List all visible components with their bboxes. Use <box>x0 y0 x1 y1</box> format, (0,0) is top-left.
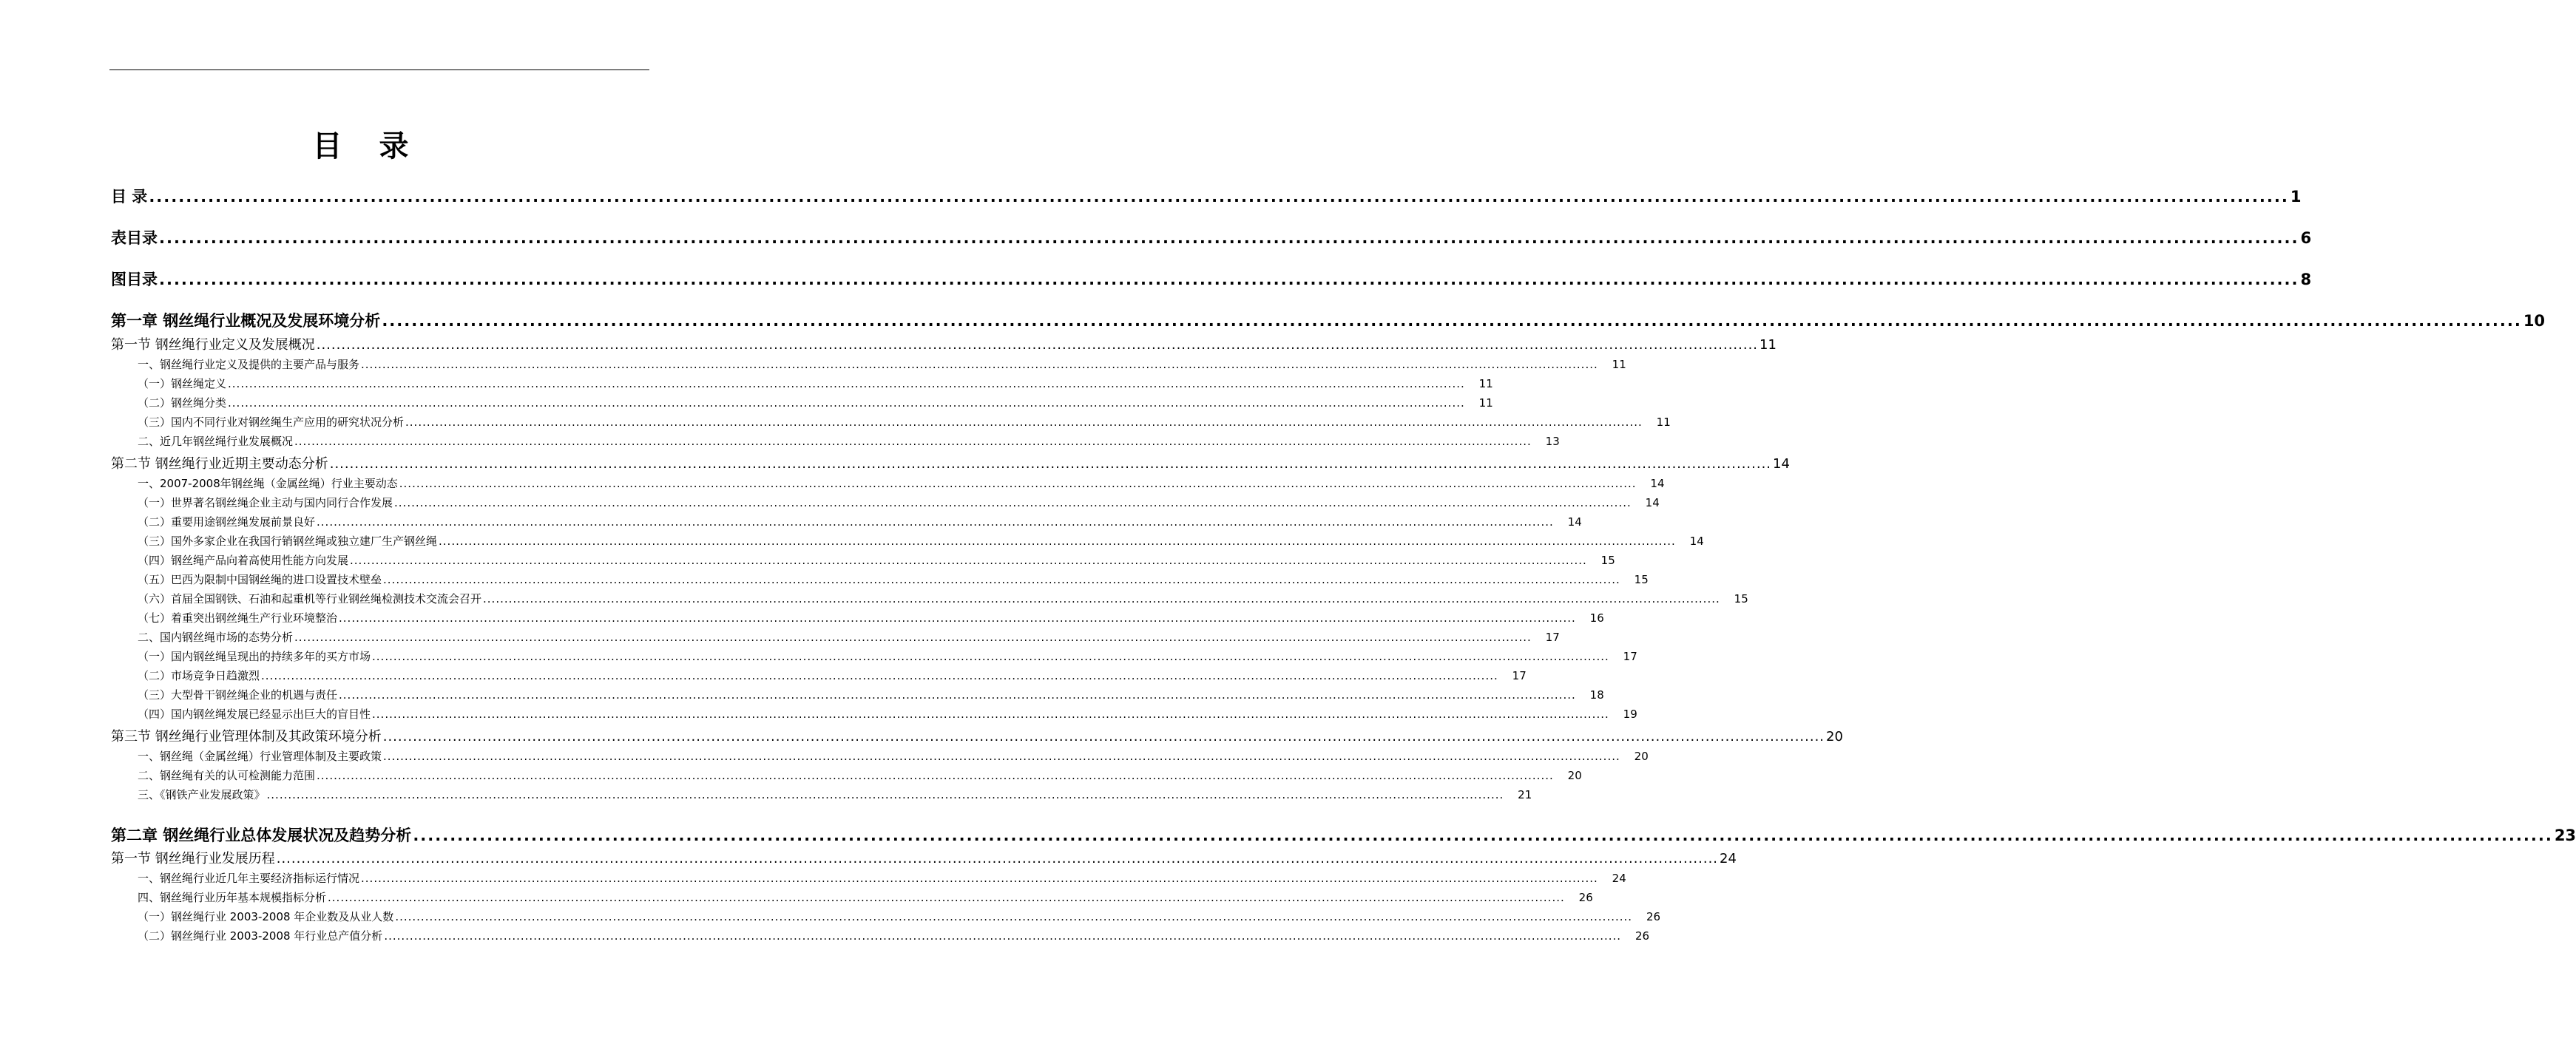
toc-entry-text: （一）国内钢丝绳呈现出的持续多年的买方市场 <box>138 650 371 663</box>
toc-entry[interactable] <box>111 268 2312 291</box>
toc-entry-page: 26 <box>1634 929 1650 943</box>
toc-entry-page: 19 <box>1623 708 1637 721</box>
toc-entry-subsection[interactable] <box>138 870 1626 886</box>
toc-entry-page: 11 <box>1478 377 1493 390</box>
toc-entry-text: （三）大型骨干钢丝绳企业的机遇与责任 <box>138 688 338 702</box>
toc-leader-dots: .................................................................................................................................................................................................................................................................................................. <box>384 929 1622 943</box>
toc-entry-page: 20 <box>1826 729 1843 744</box>
toc-entry-text: （二）钢丝绳行业 2003-2008 年行业总产值分析 <box>138 929 383 943</box>
toc-entry-page: 6 <box>2300 229 2312 247</box>
toc-entry-subsection[interactable] <box>138 475 1665 492</box>
toc-entry-text: （六）首届全国钢铁、石油和起重机等行业钢丝绳检测技术交流会召开 <box>138 592 482 606</box>
toc-entry-section[interactable] <box>111 336 1777 354</box>
toc-leader-dots: .................................................................................................................................................................................................................................................................................................. <box>361 358 1598 371</box>
toc-entry-page: 13 <box>1545 435 1560 448</box>
toc-leader-dots: .................................................................................................................................................................................................................................................................................................. <box>266 788 1504 801</box>
toc-leader-dots: .................................................................................................................................................................................................................................................................................................. <box>395 910 1633 923</box>
toc-entry-page: 15 <box>1600 554 1615 567</box>
toc-entry-text: 表目录 <box>111 229 158 247</box>
toc-entry-page: 14 <box>1645 496 1660 509</box>
toc-entry-page: 11 <box>1656 415 1671 429</box>
toc-leader-dots: .................................................................................................................................................................................................................................................................................................. <box>316 337 1759 353</box>
toc-entry-text: 图目录 <box>111 271 158 288</box>
toc-entry-chapter[interactable] <box>111 824 2576 847</box>
toc-leader-dots: .................................................................................................................................................................................................................................................................................................. <box>317 515 1554 529</box>
toc-entry-page: 11 <box>1612 358 1626 371</box>
toc-leader-dots: .................................................................................................................................................................................................................................................................................................. <box>328 891 1565 904</box>
toc-leader-dots: .................................................................................................................................................................................................................................................................................................. <box>329 456 1772 472</box>
toc-entry-text: 一、钢丝绳行业定义及提供的主要产品与服务 <box>138 358 360 371</box>
toc-entry-section[interactable] <box>111 455 1790 473</box>
toc-entry-text: （二）重要用途钢丝绳发展前景良好 <box>138 515 316 529</box>
toc-entry-page: 11 <box>1478 396 1493 410</box>
toc-entry-section[interactable] <box>111 850 1737 868</box>
toc-leader-dots: .................................................................................................................................................................................................................................................................................................. <box>261 669 1498 682</box>
toc-entry-item[interactable] <box>138 552 1615 569</box>
toc-entry-subsection[interactable] <box>138 767 1582 784</box>
toc-entry-page: 26 <box>1646 910 1661 923</box>
toc-leader-dots: .................................................................................................................................................................................................................................................................................................. <box>159 229 2299 247</box>
toc-entry-text: （三）国外多家企业在我国行销钢丝绳或独立建厂生产钢丝绳 <box>138 535 438 548</box>
toc-entry-page: 11 <box>1759 337 1777 353</box>
toc-leader-dots: .................................................................................................................................................................................................................................................................................................. <box>382 729 1825 744</box>
toc-leader-dots: .................................................................................................................................................................................................................................................................................................. <box>294 631 1532 644</box>
toc-entry-text: 第二节 钢丝绳行业近期主要动态分析 <box>111 456 328 472</box>
toc-entry-page: 10 <box>2523 312 2546 330</box>
toc-entry-item[interactable] <box>138 571 1649 588</box>
toc-entry-subsection[interactable] <box>138 629 1560 645</box>
toc-entry-text: 第三节 钢丝绳行业管理体制及其政策环境分析 <box>111 729 382 744</box>
toc-leader-dots: .................................................................................................................................................................................................................................................................................................. <box>276 851 1719 866</box>
toc-entry-page: 14 <box>1689 535 1704 548</box>
toc-entry-subsection[interactable] <box>138 787 1532 803</box>
toc-entry-page: 16 <box>1589 611 1604 625</box>
toc-entry-page: 18 <box>1589 688 1604 702</box>
toc-entry-item[interactable] <box>138 909 1661 925</box>
toc-entry-page: 23 <box>2554 827 2576 844</box>
toc-entry-page: 14 <box>1650 477 1665 490</box>
toc-entry-item[interactable] <box>138 376 1493 392</box>
toc-leader-dots: .................................................................................................................................................................................................................................................................................................. <box>399 477 1637 490</box>
toc-entry-text: 一、钢丝绳（金属丝绳）行业管理体制及主要政策 <box>138 750 382 763</box>
toc-entry-text: （一）钢丝绳定义 <box>138 377 227 390</box>
toc-entry-page: 15 <box>1734 592 1748 606</box>
toc-entry-page: 17 <box>1623 650 1637 663</box>
toc-leader-dots: .................................................................................................................................................................................................................................................................................................. <box>383 750 1620 763</box>
toc-leader-dots: .................................................................................................................................................................................................................................................................................................. <box>228 377 1465 390</box>
page-title: 目 录 <box>312 129 422 163</box>
toc-entry-page: 17 <box>1545 631 1560 644</box>
toc-leader-dots: .................................................................................................................................................................................................................................................................................................. <box>294 435 1532 448</box>
toc-entry-page: 21 <box>1518 788 1532 801</box>
toc-entry-page: 1 <box>2290 188 2302 206</box>
toc-entry-page: 24 <box>1612 872 1626 885</box>
toc-entry-text: 第一节 钢丝绳行业定义及发展概况 <box>111 337 315 353</box>
toc-entry-text: 二、钢丝绳有关的认可检测能力范围 <box>138 769 316 782</box>
toc-leader-dots: .................................................................................................................................................................................................................................................................................................. <box>439 535 1676 548</box>
toc-leader-dots: .................................................................................................................................................................................................................................................................................................. <box>361 872 1598 885</box>
toc-entry-page: 24 <box>1720 851 1737 866</box>
toc-entry-subsection[interactable] <box>138 748 1649 764</box>
toc-entry-text: 二、国内钢丝绳市场的态势分析 <box>138 631 294 644</box>
toc-entry-text: （二）市场竞争日趋激烈 <box>138 669 260 682</box>
toc-entry-item[interactable] <box>138 591 1748 607</box>
toc-entry-text: 一、2007-2008年钢丝绳（金属丝绳）行业主要动态 <box>138 477 398 490</box>
toc-entry-text: （四）国内钢丝绳发展已经显示出巨大的盲目性 <box>138 708 371 721</box>
toc-entry-page: 17 <box>1512 669 1527 682</box>
toc-entry-item[interactable] <box>138 610 1604 626</box>
toc-entry-page: 20 <box>1634 750 1649 763</box>
toc-entry-text: 第一节 钢丝绳行业发展历程 <box>111 851 275 866</box>
toc-entry-text: （二）钢丝绳分类 <box>138 396 227 410</box>
toc-leader-dots: .................................................................................................................................................................................................................................................................................................. <box>405 415 1643 429</box>
toc-entry-text: （一）世界著名钢丝绳企业主动与国内同行合作发展 <box>138 496 393 509</box>
toc-entry-text: （四）钢丝绳产品向着高使用性能方向发展 <box>138 554 349 567</box>
toc-leader-dots: .................................................................................................................................................................................................................................................................................................. <box>383 573 1620 586</box>
toc-entry-text: 第一章 钢丝绳行业概况及发展环境分析 <box>111 312 381 330</box>
toc-entry[interactable] <box>111 227 2312 249</box>
toc-entry-text: （七）着重突出钢丝绳生产行业环境整治 <box>138 611 338 625</box>
toc-entry-text: 四、钢丝绳行业历年基本规模指标分析 <box>138 891 327 904</box>
toc-leader-dots: .................................................................................................................................................................................................................................................................................................. <box>228 396 1465 410</box>
toc-entry-text: （三）国内不同行业对钢丝绳生产应用的研究状况分析 <box>138 415 405 429</box>
toc-entry-item[interactable] <box>138 495 1660 511</box>
toc-entry-text: 一、钢丝绳行业近几年主要经济指标运行情况 <box>138 872 360 885</box>
toc-entry-page: 20 <box>1567 769 1582 782</box>
toc-leader-dots: .................................................................................................................................................................................................................................................................................................. <box>413 827 2553 844</box>
toc-leader-dots: .................................................................................................................................................................................................................................................................................................. <box>394 496 1632 509</box>
toc-entry-item[interactable] <box>138 414 1671 430</box>
toc-entry-item[interactable] <box>138 648 1637 665</box>
toc-entry-text: 第二章 钢丝绳行业总体发展状况及趋势分析 <box>111 827 412 844</box>
toc-entry-chapter[interactable] <box>111 310 2546 332</box>
toc-leader-dots: .................................................................................................................................................................................................................................................................................................. <box>382 312 2522 330</box>
toc-leader-dots: .................................................................................................................................................................................................................................................................................................. <box>372 708 1609 721</box>
toc-leader-dots: .................................................................................................................................................................................................................................................................................................. <box>372 650 1609 663</box>
toc-leader-dots: .................................................................................................................................................................................................................................................................................................. <box>149 188 2289 206</box>
toc-entry-text: （一）钢丝绳行业 2003-2008 年企业数及从业人数 <box>138 910 394 923</box>
toc-entry-item[interactable] <box>138 928 1650 944</box>
toc-entry-item[interactable] <box>138 687 1604 703</box>
toc-entry-text: （五）巴西为限制中国钢丝绳的进口设置技术壁垒 <box>138 573 382 586</box>
toc-entry-item[interactable] <box>138 533 1704 549</box>
toc-entry-page: 26 <box>1578 891 1593 904</box>
toc-leader-dots: .................................................................................................................................................................................................................................................................................................. <box>339 688 1576 702</box>
toc-entry-page: 14 <box>1567 515 1582 529</box>
toc-entry-text: 二、近几年钢丝绳行业发展概况 <box>138 435 294 448</box>
toc-entry-page: 14 <box>1773 456 1790 472</box>
toc-entry-item[interactable] <box>138 668 1527 684</box>
toc-entry-subsection[interactable] <box>138 889 1593 906</box>
toc-leader-dots: .................................................................................................................................................................................................................................................................................................. <box>350 554 1587 567</box>
toc-entry-item[interactable] <box>138 395 1493 411</box>
toc-entry-item[interactable] <box>138 514 1582 530</box>
toc-entry-text: 目 录 <box>111 188 148 206</box>
toc-leader-dots: .................................................................................................................................................................................................................................................................................................. <box>317 769 1554 782</box>
toc-leader-dots: .................................................................................................................................................................................................................................................................................................. <box>483 592 1720 606</box>
header-rule <box>109 69 649 70</box>
toc-entry-item[interactable] <box>138 706 1637 722</box>
toc-entry-page: 8 <box>2300 271 2312 288</box>
toc-entry[interactable] <box>111 186 2302 208</box>
toc-entry-page: 15 <box>1634 573 1649 586</box>
toc-leader-dots: .................................................................................................................................................................................................................................................................................................. <box>339 611 1576 625</box>
toc-entry-subsection[interactable] <box>138 356 1626 373</box>
toc-entry-subsection[interactable] <box>138 433 1560 450</box>
toc-entry-text: 三、《钢铁产业发展政策》 <box>138 788 266 801</box>
toc-entry-section[interactable] <box>111 728 1843 746</box>
toc-leader-dots: .................................................................................................................................................................................................................................................................................................. <box>159 271 2299 288</box>
